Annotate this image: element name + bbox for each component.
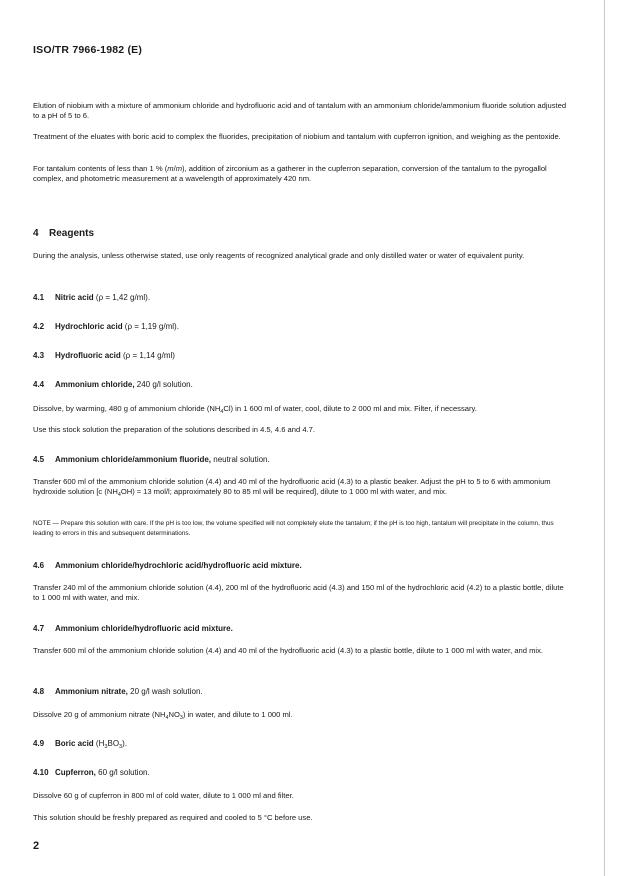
page-number: 2 <box>33 840 40 852</box>
reagent-4-10-text: Dissolve 60 g of cupferron in 800 ml of cold water, dilute to 1 000 ml and filter. <box>33 791 294 800</box>
reagent-4-10: 4.10 Cupferron, 60 g/l solution. <box>33 768 150 777</box>
page-edge-rule <box>604 0 605 876</box>
reagent-4-4-text: Dissolve, by warming, 480 g of ammonium chloride $(NH_4Cl)$ in 1 600 ml of water, cool, dilute to 2 000 ml and mix. Filter, if necessary. <box>33 404 477 415</box>
reagent-4-6-text: Transfer 240 ml of the ammonium chloride solution (4.4), 200 ml of the hydrofluoric acid (4.3) and 150 ml of the hydrochloric acid (4.2) to a plastic bottle, dilute to 1 000 ml with water, and mix. <box>33 583 564 603</box>
reagent-4-5-note: NOTE — Prepare this solution with care. If the pH is too low, the volume specified will not completely elute the tantalum; if the pH is too high, tantalum will precipitate in the column, thus leading to errors in this and subsequent determinations. <box>33 520 554 537</box>
reagent-4-8: 4.8 Ammonium nitrate, 20 g/l wash solution. <box>33 687 203 696</box>
reagent-4-5: 4.5 Ammonium chloride/ammonium fluoride, neutral solution. <box>33 455 270 464</box>
section-intro: During the analysis, unless otherwise stated, use only reagents of recognized analytical grade and only distilled water or water of equivalent purity. <box>33 251 525 260</box>
reagent-4-9: 4.9 Boric acid $(H_3BO_3)$. <box>33 739 128 750</box>
reagent-4-6: 4.6 Ammonium chloride/hydrochloric acid/hydrofluoric acid mixture. <box>33 561 302 570</box>
reagent-4-8-text: Dissolve 20 g of ammonium nitrate $(NH_4NO_3)$ in water, and dilute to 1 000 ml. <box>33 710 293 721</box>
reagent-4-10-note: This solution should be freshly prepared as required and cooled to 5 °C before use. <box>33 813 313 822</box>
principle-paragraph-1: Elution of niobium with a mixture of ammonium chloride and hydrofluoric acid and of tantalum with an ammonium chloride/ammonium fluoride solution adjusted to a pH of 5 to 6. <box>33 101 567 121</box>
reagent-4-1: 4.1 Nitric acid (ρ = 1,42 g/ml). <box>33 293 151 302</box>
section-title: Reagents <box>49 228 95 239</box>
principle-paragraph-3: For tantalum contents of less than 1 % (m/m), addition of zirconium as a gatherer in the cupferron separation, conversion of the tantalum to the pyrogallol complex, and photometric measurement at a wavelength of approximately 420 nm. <box>33 164 547 184</box>
reagent-4-7: 4.7 Ammonium chloride/hydrofluoric acid mixture. <box>33 624 233 633</box>
document-code: ISO/TR 7966-1982 (E) <box>33 44 143 56</box>
reagent-4-4: 4.4 Ammonium chloride, 240 g/l solution. <box>33 380 193 389</box>
reagent-4-4-note: Use this stock solution the preparation of the solutions described in 4.5, 4.6 and 4.7. <box>33 425 315 434</box>
reagent-4-7-text: Transfer 600 ml of the ammonium chloride solution (4.4) and 40 ml of the hydrofluoric acid (4.3) to a plastic bottle, dilute to 1 000 ml with water, and mix. <box>33 646 544 655</box>
principle-paragraph-2: Treatment of the eluates with boric acid to complex the fluorides, precipitation of niobium and tantalum with cupferron ignition, and weighing as the pentoxide. <box>33 132 561 141</box>
section-number: 4 <box>33 228 39 239</box>
reagent-4-3: 4.3 Hydrofluoric acid (ρ = 1,14 g/ml) <box>33 351 175 360</box>
reagent-4-2: 4.2 Hydrochloric acid (ρ = 1,19 g/ml). <box>33 322 179 331</box>
reagent-4-5-text: Transfer 600 ml of the ammonium chloride solution (4.4) and 40 ml of the hydrofluoric acid (4.3) to a plastic beaker. Adjust the pH to 5 to 6 with ammonium hydroxide solution [c $(NH_4OH) \approx 13$ mol/l; approximately 80 to 85 ml will be required], dilute to 1 000 ml with water, and mix. <box>33 477 551 499</box>
section-heading <box>33 228 94 239</box>
